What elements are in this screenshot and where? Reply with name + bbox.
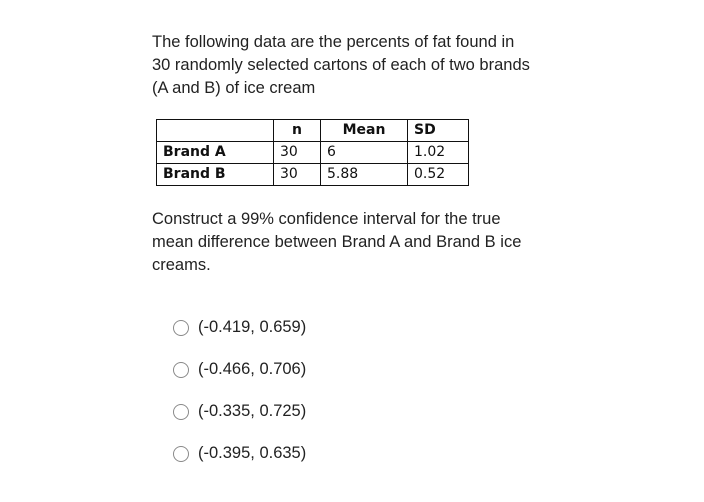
- table-header-cell: SD: [408, 120, 469, 142]
- table-cell: 30: [274, 142, 321, 164]
- table-header-cell: Mean: [321, 120, 408, 142]
- table-cell: 6: [321, 142, 408, 164]
- answer-option-label[interactable]: (-0.466, 0.706): [198, 360, 307, 378]
- radio-button-icon[interactable]: [173, 362, 189, 378]
- answer-option-4[interactable]: [173, 443, 306, 464]
- table-row-label: Brand A: [157, 142, 274, 164]
- table-cell: 5.88: [321, 164, 408, 186]
- question-line: Construct a 99% confidence interval for the true: [152, 210, 501, 228]
- table-cell: 1.02: [408, 142, 469, 164]
- question-line: mean difference between Brand A and Brand B ice: [152, 233, 522, 251]
- table-header-cell: [157, 120, 274, 142]
- intro-line: 30 randomly selected cartons of each of two brands: [152, 56, 530, 74]
- table-cell: 0.52: [408, 164, 469, 186]
- answer-options: [173, 317, 306, 485]
- answer-option-2[interactable]: [173, 359, 306, 380]
- question-line: creams.: [152, 256, 211, 274]
- table-cell: 30: [274, 164, 321, 186]
- table-row: [157, 164, 469, 186]
- radio-button-icon[interactable]: [173, 404, 189, 420]
- radio-button-icon[interactable]: [173, 446, 189, 462]
- answer-option-1[interactable]: [173, 317, 306, 338]
- data-table: [156, 119, 469, 186]
- table-row-label: Brand B: [157, 164, 274, 186]
- answer-option-3[interactable]: [173, 401, 306, 422]
- intro-line: (A and B) of ice cream: [152, 79, 316, 97]
- intro-text: [152, 31, 572, 100]
- answer-option-label[interactable]: (-0.419, 0.659): [198, 318, 307, 336]
- answer-option-label[interactable]: (-0.335, 0.725): [198, 402, 307, 420]
- answer-option-label[interactable]: (-0.395, 0.635): [198, 444, 307, 462]
- table-row: [157, 142, 469, 164]
- table-header-row: [157, 120, 469, 142]
- radio-button-icon[interactable]: [173, 320, 189, 336]
- intro-line: The following data are the percents of fat found in: [152, 33, 515, 51]
- question-text: [152, 208, 572, 277]
- table-header-cell: n: [274, 120, 321, 142]
